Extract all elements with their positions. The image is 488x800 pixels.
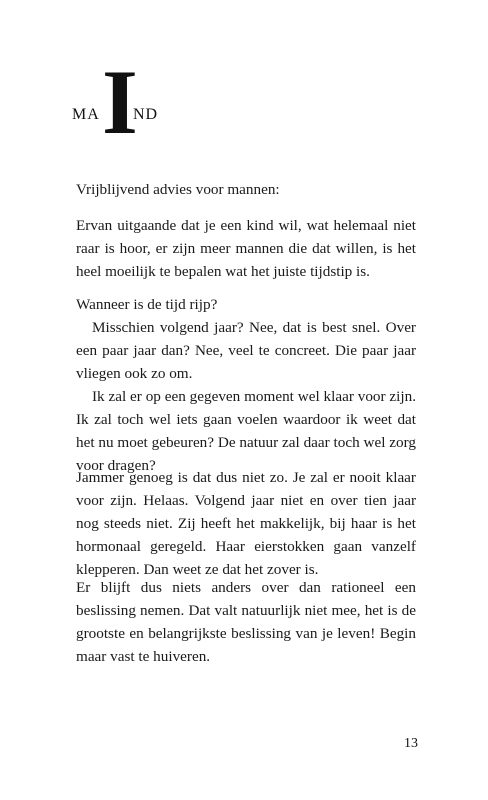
heading-text: Vrijblijvend advies voor mannen: bbox=[76, 181, 280, 198]
paragraph: Ervan uitgaande dat je een kind wil, wat helemaal niet raar is hoor, er zijn meer mannen die dat willen, is het heel moeilijk te bepalen wat het juiste tijdstip is. bbox=[76, 217, 416, 280]
paragraph-block-3 bbox=[76, 466, 416, 581]
page-number: 13 bbox=[404, 736, 418, 751]
chapter-title-left: MA bbox=[72, 106, 100, 123]
chapter-title bbox=[72, 51, 192, 153]
paragraph: Er blijft dus niets anders over dan rationeel een beslissing nemen. Dat valt natuurlijk niet mee, het is de grootste en belangrijkste beslissing van je leven! Begin maar vast te huiveren. bbox=[76, 579, 416, 665]
paragraph: Ik zal er op een gegeven moment wel klaar voor zijn. Ik zal toch wel iets gaan voelen waardoor ik weet dat het nu moet gebeuren? De natuur zal daar toch wel zorg voor dragen? bbox=[76, 388, 416, 474]
section-heading bbox=[76, 178, 416, 201]
paragraph-block-1 bbox=[76, 214, 416, 283]
chapter-title-right: ND bbox=[133, 106, 159, 123]
paragraph: Misschien volgend jaar? Nee, dat is best snel. Over een paar jaar dan? Nee, veel te concreet. Die paar jaar vliegen ook zo om. bbox=[76, 319, 416, 382]
paragraph-block-2 bbox=[76, 293, 416, 477]
paragraph: Jammer genoeg is dat dus niet zo. Je zal er nooit klaar voor zijn. Helaas. Volgend jaar niet en over tien jaar nog steeds niet. Zij heeft het makkelijk, bij haar is het hormonaal geregeld. Haar eierstokken gaan vanzelf klepperen. Dan weet ze dat het zover is. bbox=[76, 469, 416, 578]
chapter-initial: I bbox=[102, 51, 138, 153]
paragraph-block-4 bbox=[76, 576, 416, 668]
paragraph: Wanneer is de tijd rijp? bbox=[76, 296, 218, 313]
